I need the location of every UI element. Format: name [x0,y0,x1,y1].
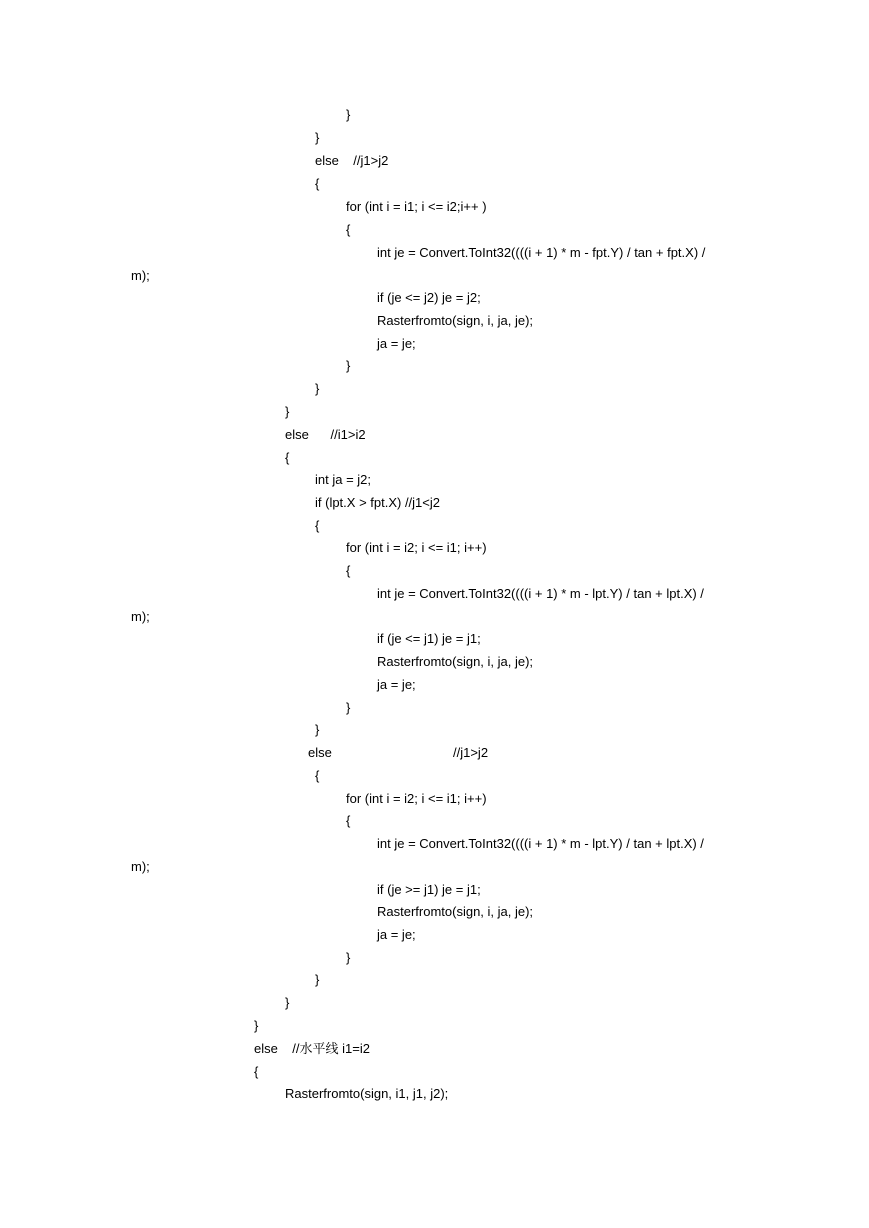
code-line: { [315,176,320,191]
code-line: { [346,813,351,828]
code-line: } [254,1018,259,1033]
code-line: } [346,700,351,715]
code-line: if (je <= j1) je = j1; [377,631,481,646]
code-line: } [315,972,320,987]
code-line: m); [131,609,150,624]
code-line: for (int i = i2; i <= i1; i++) [346,540,487,555]
code-line: Rasterfromto(sign, i, ja, je); [377,313,534,328]
code-line: } [285,995,290,1010]
code-line: } [315,130,320,145]
code-line: int ja = j2; [315,472,372,487]
code-line: { [346,563,351,578]
code-line: Rasterfromto(sign, i, ja, je); [377,904,534,919]
code-line: } [346,358,351,373]
code-line: else [308,745,332,760]
code-line: else //j1>j2 [315,153,389,168]
code-line: Rasterfromto(sign, i, ja, je); [377,654,534,669]
code-line: ja = je; [377,336,416,351]
code-line: } [315,381,320,396]
code-line: ja = je; [377,927,416,942]
code-line: Rasterfromto(sign, i1, j1, j2); [285,1086,449,1101]
code-line: if (lpt.X > fpt.X) //j1<j2 [315,495,440,510]
code-line: int je = Convert.ToInt32((((i + 1) * m - fpt.Y) / tan + fpt.X) / [377,245,706,260]
code-line: } [285,404,290,419]
code-line: m); [131,859,150,874]
code-line: int je = Convert.ToInt32((((i + 1) * m - lpt.Y) / tan + lpt.X) / [377,586,704,601]
code-line: { [285,450,290,465]
code-line: if (je <= j2) je = j2; [377,290,481,305]
code-line: for (int i = i2; i <= i1; i++) [346,791,487,806]
code-comment: //j1>j2 [453,745,489,760]
code-line: { [315,518,320,533]
code-line: { [315,768,320,783]
code-line: { [346,222,351,237]
code-line: else //i1>i2 [285,427,366,442]
code-line: m); [131,268,150,283]
code-line: else //水平线 i1=i2 [254,1041,370,1056]
code-line: } [346,107,351,122]
code-line: { [254,1064,259,1079]
code-line: ja = je; [377,677,416,692]
code-line: } [315,722,320,737]
code-line: for (int i = i1; i <= i2;i++ ) [346,199,487,214]
code-line: int je = Convert.ToInt32((((i + 1) * m - lpt.Y) / tan + lpt.X) / [377,836,704,851]
code-line: } [346,950,351,965]
code-line: if (je >= j1) je = j1; [377,882,481,897]
